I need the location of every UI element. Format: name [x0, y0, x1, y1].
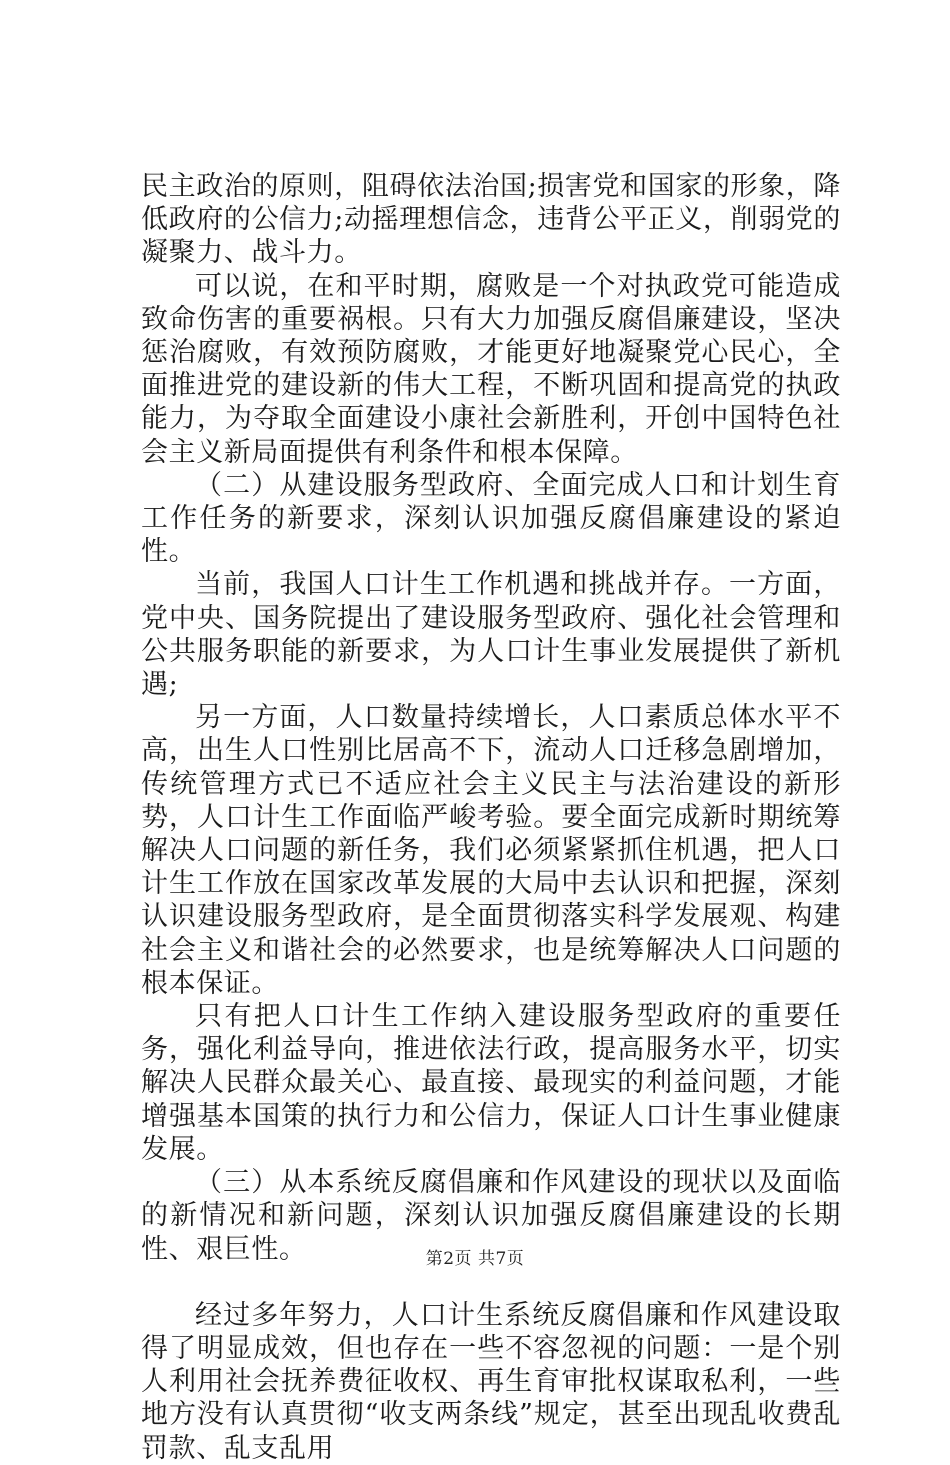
document-body: [141, 170, 841, 1465]
page-footer: [0, 1244, 950, 1269]
paragraph: 经过多年努力，人口计生系统反腐倡廉和作风建设取得了明显成效，但也存在一些不容忽视的问题：一是个别人利用社会抚养费征收权、再生育审批权谋取私利，一些地方没有认真贯彻“收支两条线”规定，甚至出现乱收费乱罚款、乱支乱用: [141, 1299, 841, 1464]
section-heading-2: （二）从建设服务型政府、全面完成人口和计划生育工作任务的新要求，深刻认识加强反腐倡廉建设的紧迫性。: [141, 469, 841, 568]
paragraph: 只有把人口计生工作纳入建设服务型政府的重要任务，强化利益导向，推进依法行政，提高服务水平，切实解决人民群众最关心、最直接、最现实的利益问题，才能增强基本国策的执行力和公信力，保证人口计生事业健康发展。: [141, 1001, 841, 1165]
paragraph: 可以说，在和平时期，腐败是一个对执政党可能造成致命伤害的重要祸根。只有大力加强反腐倡廉建设，坚决惩治腐败，有效预防腐败，才能更好地凝聚党心民心，全面推进党的建设新的伟大工程，不断巩固和提高党的执政能力，为夺取全面建设小康社会新胜利，开创中国特色社会主义新局面提供有利条件和根本保障。: [141, 270, 841, 468]
page-number-label: 第2页 共7页: [425, 1249, 525, 1269]
section-heading-3: （三）从本系统反腐倡廉和作风建设的现状以及面临的新情况和新问题，深刻认识加强反腐倡廉建设的长期性、艰巨性。: [141, 1167, 841, 1265]
paragraph: 另一方面，人口数量持续增长，人口素质总体水平不高，出生人口性别比居高不下，流动人口迁移急剧增加，传统管理方式已不适应社会主义民主与法治建设的新形势，人口计生工作面临严峻考验。要全面完成新时期统筹解决人口问题的新任务，我们必须紧紧抓住机遇，把人口计生工作放在国家改革发展的大局中去认识和把握，深刻认识建设服务型政府，是全面贯彻落实科学发展观、构建社会主义和谐社会的必然要求，也是统筹解决人口问题的根本保证。: [141, 702, 841, 999]
paragraph: 当前，我国人口计生工作机遇和挑战并存。一方面，党中央、国务院提出了建设服务型政府、强化社会管理和公共服务职能的新要求，为人口计生事业发展提供了新机遇;: [141, 569, 841, 701]
paragraph-continuation: 民主政治的原则，阻碍依法治国;损害党和国家的形象，降低政府的公信力;动摇理想信念，违背公平正义，削弱党的凝聚力、战斗力。: [141, 171, 841, 269]
